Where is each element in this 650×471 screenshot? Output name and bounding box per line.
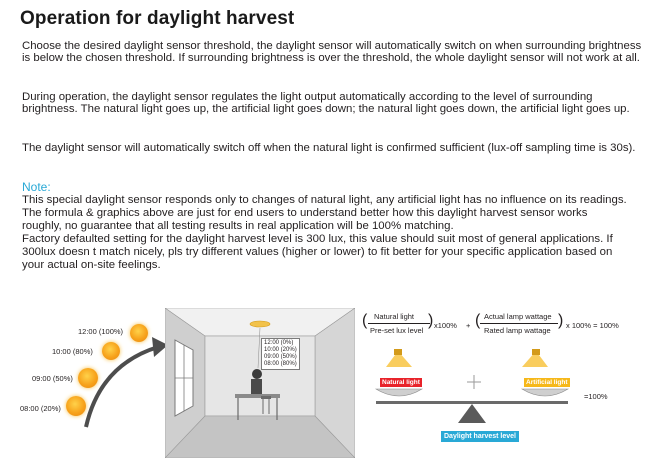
readout-line: 12:00 (0%)	[264, 340, 294, 346]
paragraph-switch-off: The daylight sensor will automatically switch off when the natural light is confirmed sufficient (lux-off sampling time is 30s).	[22, 142, 636, 154]
note-line: 300lux doesn t match nicely, pls try different values (higher or lower) to fit better for your specific application based on	[22, 246, 613, 258]
formula-preset-lux: Pre-set lux level	[370, 326, 424, 335]
paragraph-threshold: Choose the desired daylight sensor threshold, the daylight sensor will automatically switch on when surrounding brightness is below the chosen threshold. If surrounding brightness is over the threshold, the whole daylight sensor will not work at all.	[22, 40, 642, 65]
fraction-line	[480, 323, 558, 324]
note-line: Factory defaulted setting for the daylight harvest level is 300 lux, this value should suit most of general applications. If	[22, 233, 613, 245]
formula-rated-wattage: Rated lamp wattage	[484, 326, 551, 335]
daylight-illustration	[0, 290, 650, 471]
fraction-line	[368, 323, 430, 324]
sun-label: 09:00 (50%)	[32, 374, 73, 383]
paragraph-operation: During operation, the daylight sensor regulates the light output automatically according to the level of surrounding brightness. The natural light goes up, the artificial light goes down; the natural light goes down, the artificial light goes up.	[22, 91, 630, 116]
room-illustration	[165, 308, 355, 458]
formula-actual-wattage: Actual lamp wattage	[484, 312, 552, 321]
artificial-light-tag: Artificial light	[526, 379, 568, 386]
note-line: This special daylight sensor responds only to changes of natural light, any artificial light has no influence on its readings.	[22, 194, 627, 206]
page-title: Operation for daylight harvest	[20, 8, 295, 29]
sun-label: 10:00 (80%)	[52, 347, 93, 356]
balance-scale	[372, 345, 582, 445]
note-line: roughly, no guarantee that all testing results in real application will be 100% matching.	[22, 220, 454, 232]
sun-path-arrow	[80, 335, 170, 430]
note-line: your actual on-site feelings.	[22, 259, 161, 271]
sun-label: 08:00 (20%)	[20, 404, 61, 413]
formula-natural-light: Natural light	[374, 312, 415, 321]
lux-readout	[261, 338, 300, 370]
paren-open: (	[362, 312, 368, 329]
paren-open: (	[475, 312, 481, 329]
paren-close: )	[558, 312, 564, 329]
note-label: Note:	[22, 180, 51, 194]
natural-light-tag: Natural light	[382, 379, 420, 386]
readout-line: 09:00 (50%)	[264, 354, 297, 360]
sun-label: 12:00 (100%)	[78, 327, 124, 336]
daylight-harvest-level-tag: Daylight harvest level	[441, 431, 519, 442]
note-line: The formula & graphics above are just for end users to understand better how this daylight harvest sensor works	[22, 207, 588, 219]
formula-result: x 100% = 100%	[566, 321, 619, 330]
formula-plus: +	[466, 321, 471, 330]
balance-result: =100%	[584, 392, 608, 401]
readout-line: 08:00 (80%)	[264, 361, 297, 367]
readout-line: 10:00 (20%)	[264, 347, 297, 353]
paren-close: )	[428, 312, 434, 329]
formula-x100: x100%	[434, 321, 457, 330]
